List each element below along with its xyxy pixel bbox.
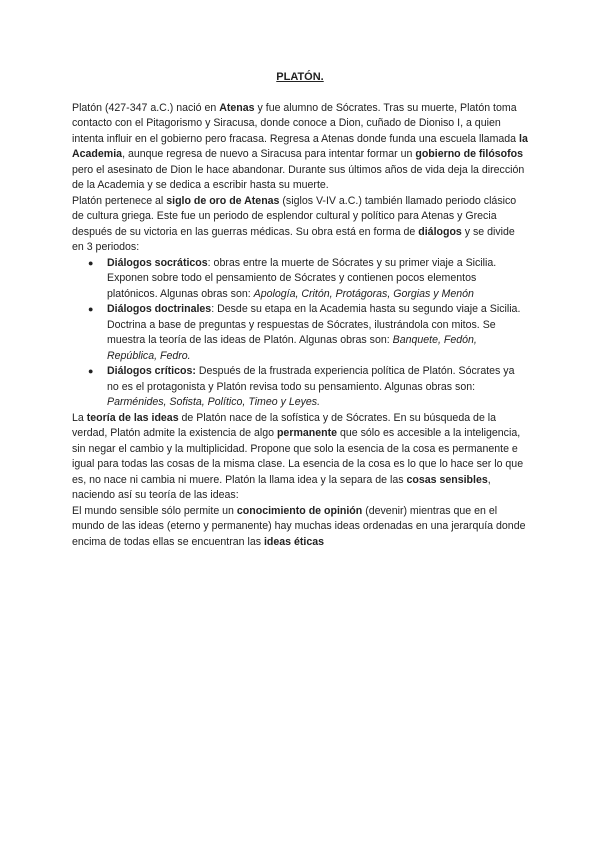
- list-item: [88, 302, 528, 364]
- text-run: (devenir) mientras que en el mundo de las ideas (eterno y permanente) hay muchas ideas ordenadas en una jerarquía donde encima de todas ellas se encuentran las: [72, 504, 526, 548]
- list-item: [88, 256, 528, 303]
- text-run: que sólo es accesible a la inteligencia, sin negar el cambio y la multiplicidad. Propone que solo la esencia de la cosa es permanente e igual para todas las cosas de la misma clase. La esencia de la cosa es lo que lo hace ser lo que es, no nace ni cambia ni muere. Platón la llama idea y la separa de las: [72, 427, 524, 486]
- text-run: El mundo sensible sólo permite un: [72, 504, 237, 517]
- paragraph-theory: [72, 411, 528, 504]
- text-run: La: [72, 411, 87, 424]
- bold-term-gobierno: gobierno de filósofos: [415, 148, 524, 160]
- list-item-text: Después de la frustrada experiencia política de Platón. Sócrates ya no es el protagonista y Platón revisa todo su pensamiento. Algunas obras son:: [107, 365, 515, 393]
- list-item-works: Banquete, Fedón, República, Fedro.: [107, 334, 477, 362]
- text-run: , aunque regresa de nuevo a Siracusa para intentar formar un: [122, 148, 416, 160]
- bold-term-conocimiento: conocimiento de opinión: [236, 504, 363, 517]
- periods-list: [72, 256, 528, 411]
- bold-term-academia: la Academia: [72, 132, 528, 160]
- bold-term-cosas-sensibles: cosas sensibles: [406, 473, 488, 486]
- bold-term-ideas-eticas: ideas éticas: [263, 535, 325, 548]
- document-title: PLATÓN.: [276, 71, 324, 83]
- bullet-icon: ●: [88, 304, 94, 314]
- text-run: Platón (427-347 a.C.) nació en: [72, 101, 220, 114]
- bullet-icon: ●: [88, 366, 94, 376]
- list-item-works: Apología, Critón, Protágoras, Gorgias y Menón: [253, 287, 474, 300]
- list-item-title: Diálogos doctrinales: [107, 303, 212, 315]
- bold-term-permanente: permanente: [276, 427, 338, 439]
- paragraph-biography: [72, 101, 528, 194]
- list-item-title: Diálogos socráticos: [107, 256, 208, 269]
- list-item-text: : obras entre la muerte de Sócrates y su primer viaje a Sicilia. Exponen sobre todo el pensamiento de Sócrates y contienen pocos elementos platónicos. Algunas obras son:: [107, 256, 497, 300]
- paragraph-worlds: [72, 504, 528, 551]
- list-item-works: Parménides, Sofista, Político, Timeo y Leyes.: [107, 396, 321, 408]
- paragraph-context: [72, 194, 528, 256]
- document-page: [72, 70, 528, 550]
- text-run: pero el asesinato de Dion le hace abandonar. Durante sus últimos años de vida deja la dirección de la Academia y se dedica a escribir hasta su muerte.: [72, 163, 525, 191]
- list-item-text: : Desde su etapa en la Academia hasta su segundo viaje a Sicilia. Doctrina a base de preguntas y respuestas de Sócrates, ilustrándola con mitos. Se muestra la teoría de las ideas de Platón. Algunas obras son:: [107, 303, 521, 346]
- bold-term-teoria: teoría de las ideas: [86, 411, 179, 424]
- bold-term-siglo-oro: siglo de oro de Atenas: [166, 194, 280, 207]
- bold-term-dialogos: diálogos: [418, 225, 462, 238]
- bullet-icon: ●: [88, 257, 94, 268]
- text-run: , naciendo así su teoría de las ideas:: [72, 473, 491, 501]
- text-run: (siglos V-IV a.C.) también llamado periodo clásico de cultura griega. Este fue un periodo de esplendor cultural y político para Atenas y Grecia después de su victoria en las guerras médicas. Su obra está en forma de: [72, 194, 517, 238]
- text-run: y fue alumno de Sócrates. Tras su muerte, Platón toma contacto con el Pitagorismo y Siracusa, donde conoce a Dion, cuñado de Dioniso I, a quien intenta influir en el gobierno pero fracasa. Regresa a Atenas donde funda una escuela llamada: [72, 101, 520, 145]
- list-item-title: Diálogos críticos:: [107, 365, 196, 377]
- list-item: [88, 364, 528, 411]
- text-run: de Platón nace de la sofística y de Sócrates. En su búsqueda de la verdad, Platón admite la existencia de algo: [72, 411, 497, 439]
- bold-term-atenas: Atenas: [219, 101, 255, 114]
- text-run: Platón pertenece al: [72, 194, 167, 207]
- text-run: y se divide en 3 periodos:: [72, 225, 515, 253]
